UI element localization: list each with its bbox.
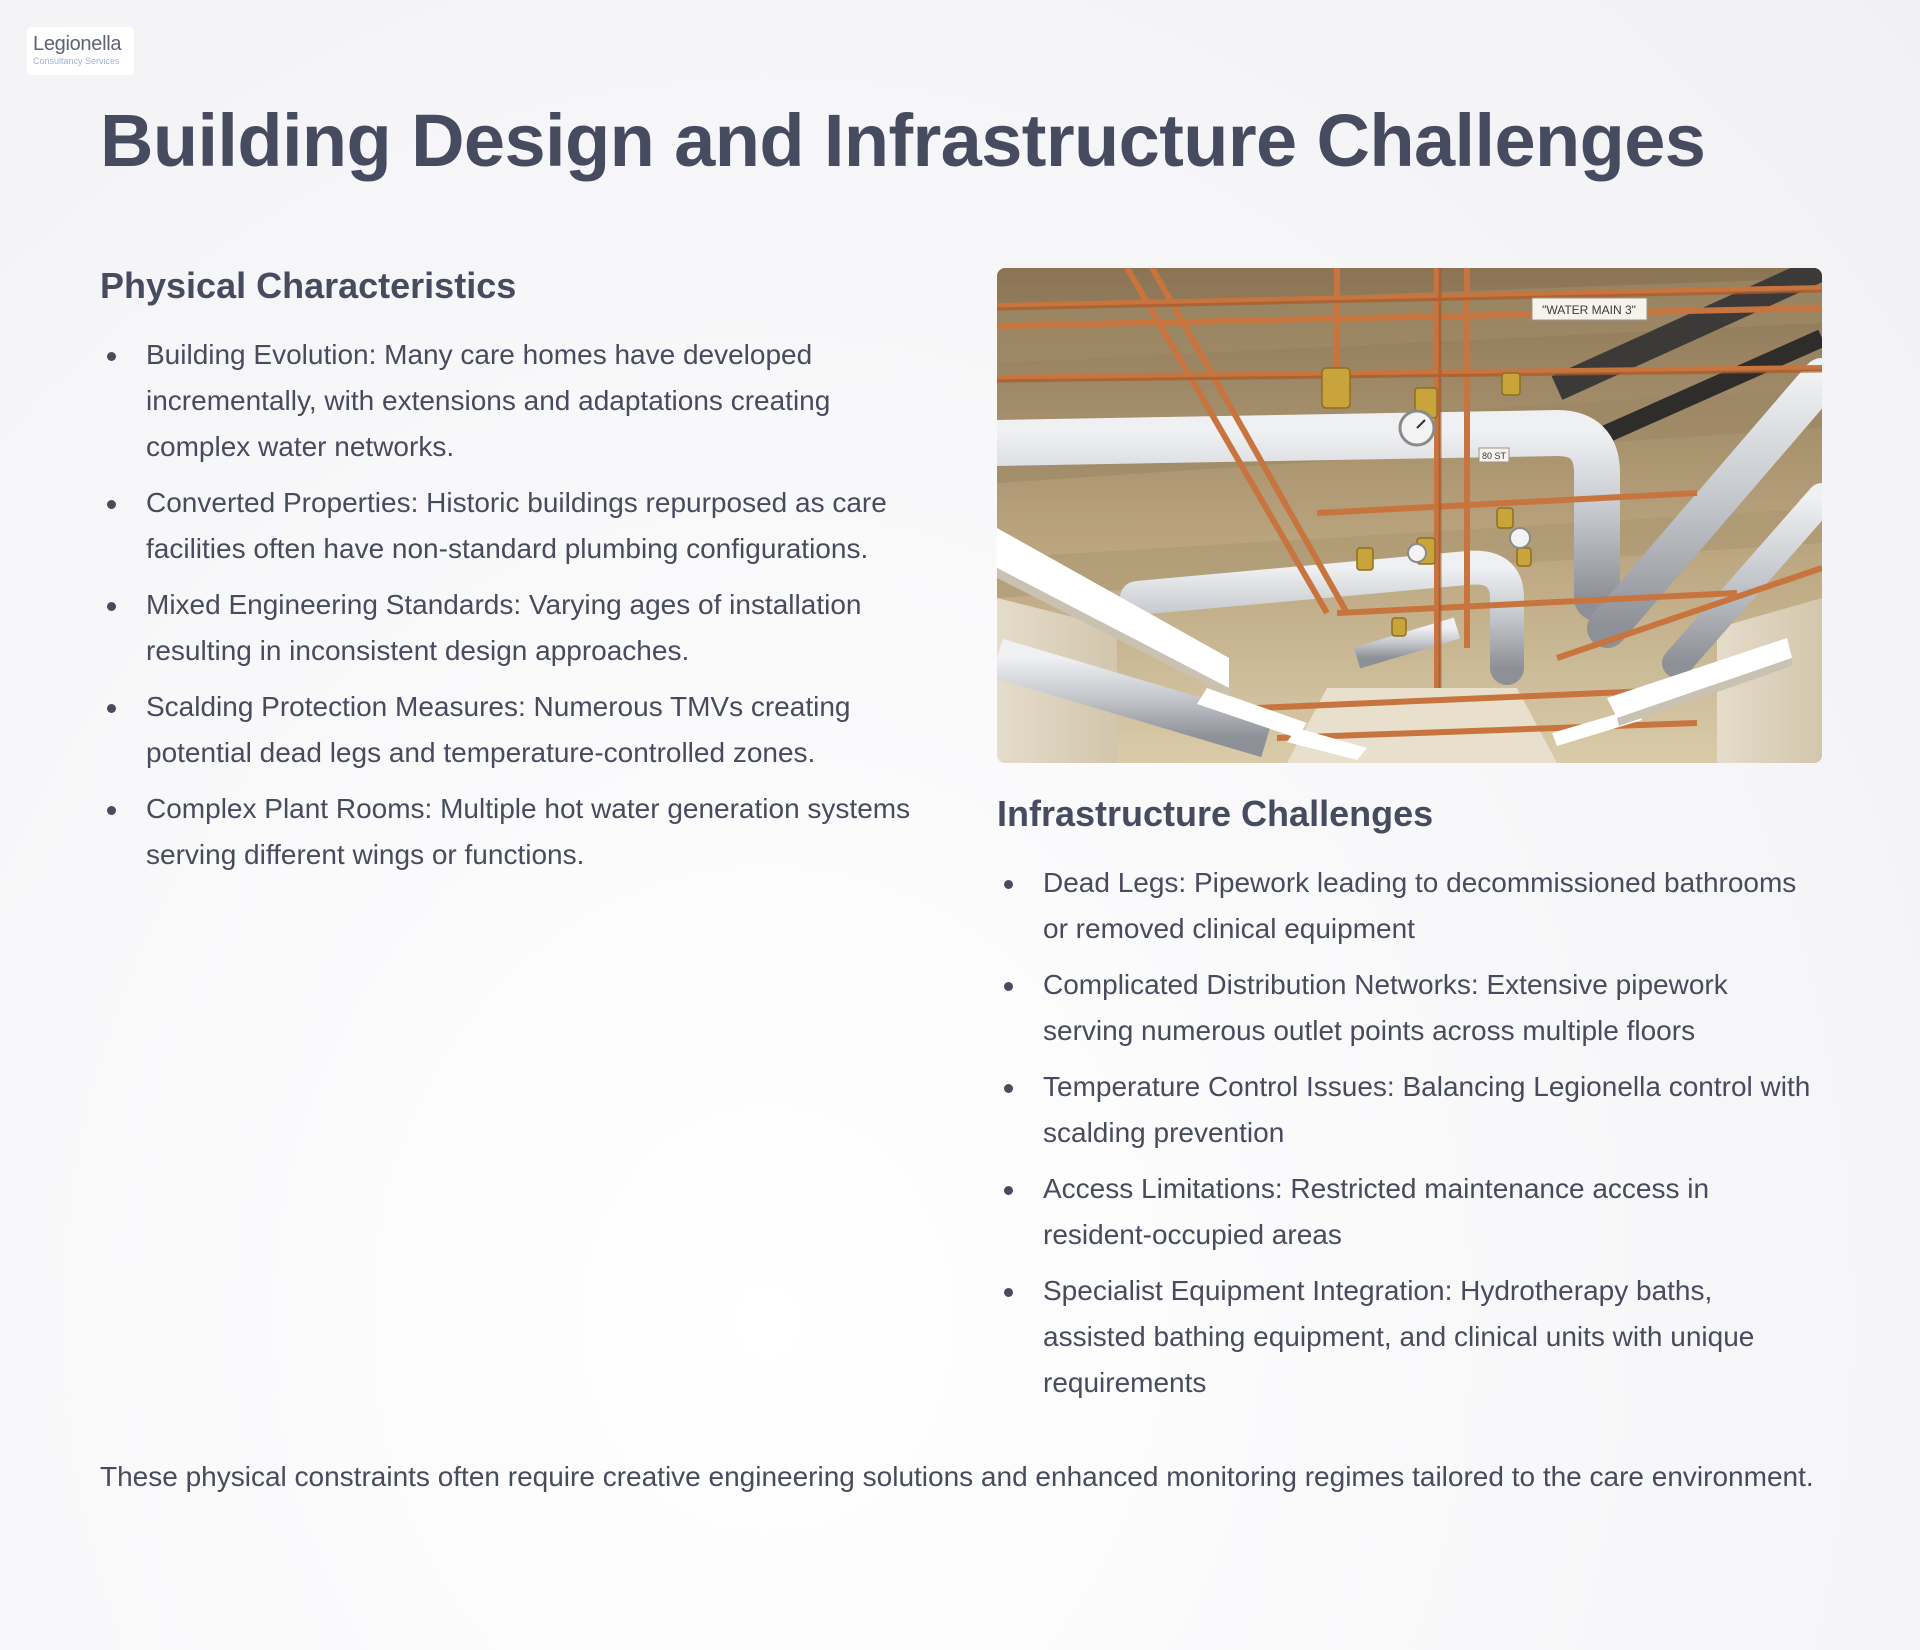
list-item: Dead Legs: Pipework leading to decommissioned bathrooms or removed clinical equipment bbox=[997, 860, 1822, 952]
infrastructure-challenges-list bbox=[997, 860, 1822, 1406]
list-item: Complicated Distribution Networks: Extensive pipework serving numerous outlet points across multiple floors bbox=[997, 962, 1822, 1054]
pipework-ceiling-photo bbox=[997, 268, 1822, 763]
infrastructure-challenges-heading: Infrastructure Challenges bbox=[997, 793, 1434, 834]
infrastructure-section bbox=[997, 268, 1822, 1416]
photo-tag-label: 80 ST bbox=[1481, 451, 1507, 461]
page-title: Building Design and Infrastructure Challenges bbox=[100, 99, 1706, 182]
list-item: Building Evolution: Many care homes have developed incrementally, with extensions and adaptations creating complex water networks. bbox=[100, 332, 930, 470]
physical-characteristics-section bbox=[100, 265, 930, 888]
list-item: Access Limitations: Restricted maintenance access in resident-occupied areas bbox=[997, 1166, 1822, 1258]
physical-characteristics-list bbox=[100, 332, 930, 878]
logo-name: Legionella bbox=[33, 33, 122, 55]
photo-sign-label: "WATER MAIN 3" bbox=[1542, 303, 1636, 317]
list-item: Specialist Equipment Integration: Hydrotherapy baths, assisted bathing equipment, and clinical units with unique requirements bbox=[997, 1268, 1822, 1406]
logo-subtitle: Consultancy Services bbox=[33, 56, 120, 66]
list-item: Temperature Control Issues: Balancing Legionella control with scalding prevention bbox=[997, 1064, 1822, 1156]
list-item: Mixed Engineering Standards: Varying ages of installation resulting in inconsistent design approaches. bbox=[100, 582, 930, 674]
physical-characteristics-heading: Physical Characteristics bbox=[100, 265, 517, 306]
summary-text: These physical constraints often require creative engineering solutions and enhanced monitoring regimes tailored to the care environment. bbox=[100, 1461, 1814, 1492]
list-item: Scalding Protection Measures: Numerous TMVs creating potential dead legs and temperature-controlled zones. bbox=[100, 684, 930, 776]
list-item: Converted Properties: Historic buildings repurposed as care facilities often have non-standard plumbing configurations. bbox=[100, 480, 930, 572]
company-logo bbox=[27, 27, 134, 75]
list-item: Complex Plant Rooms: Multiple hot water generation systems serving different wings or functions. bbox=[100, 786, 930, 878]
